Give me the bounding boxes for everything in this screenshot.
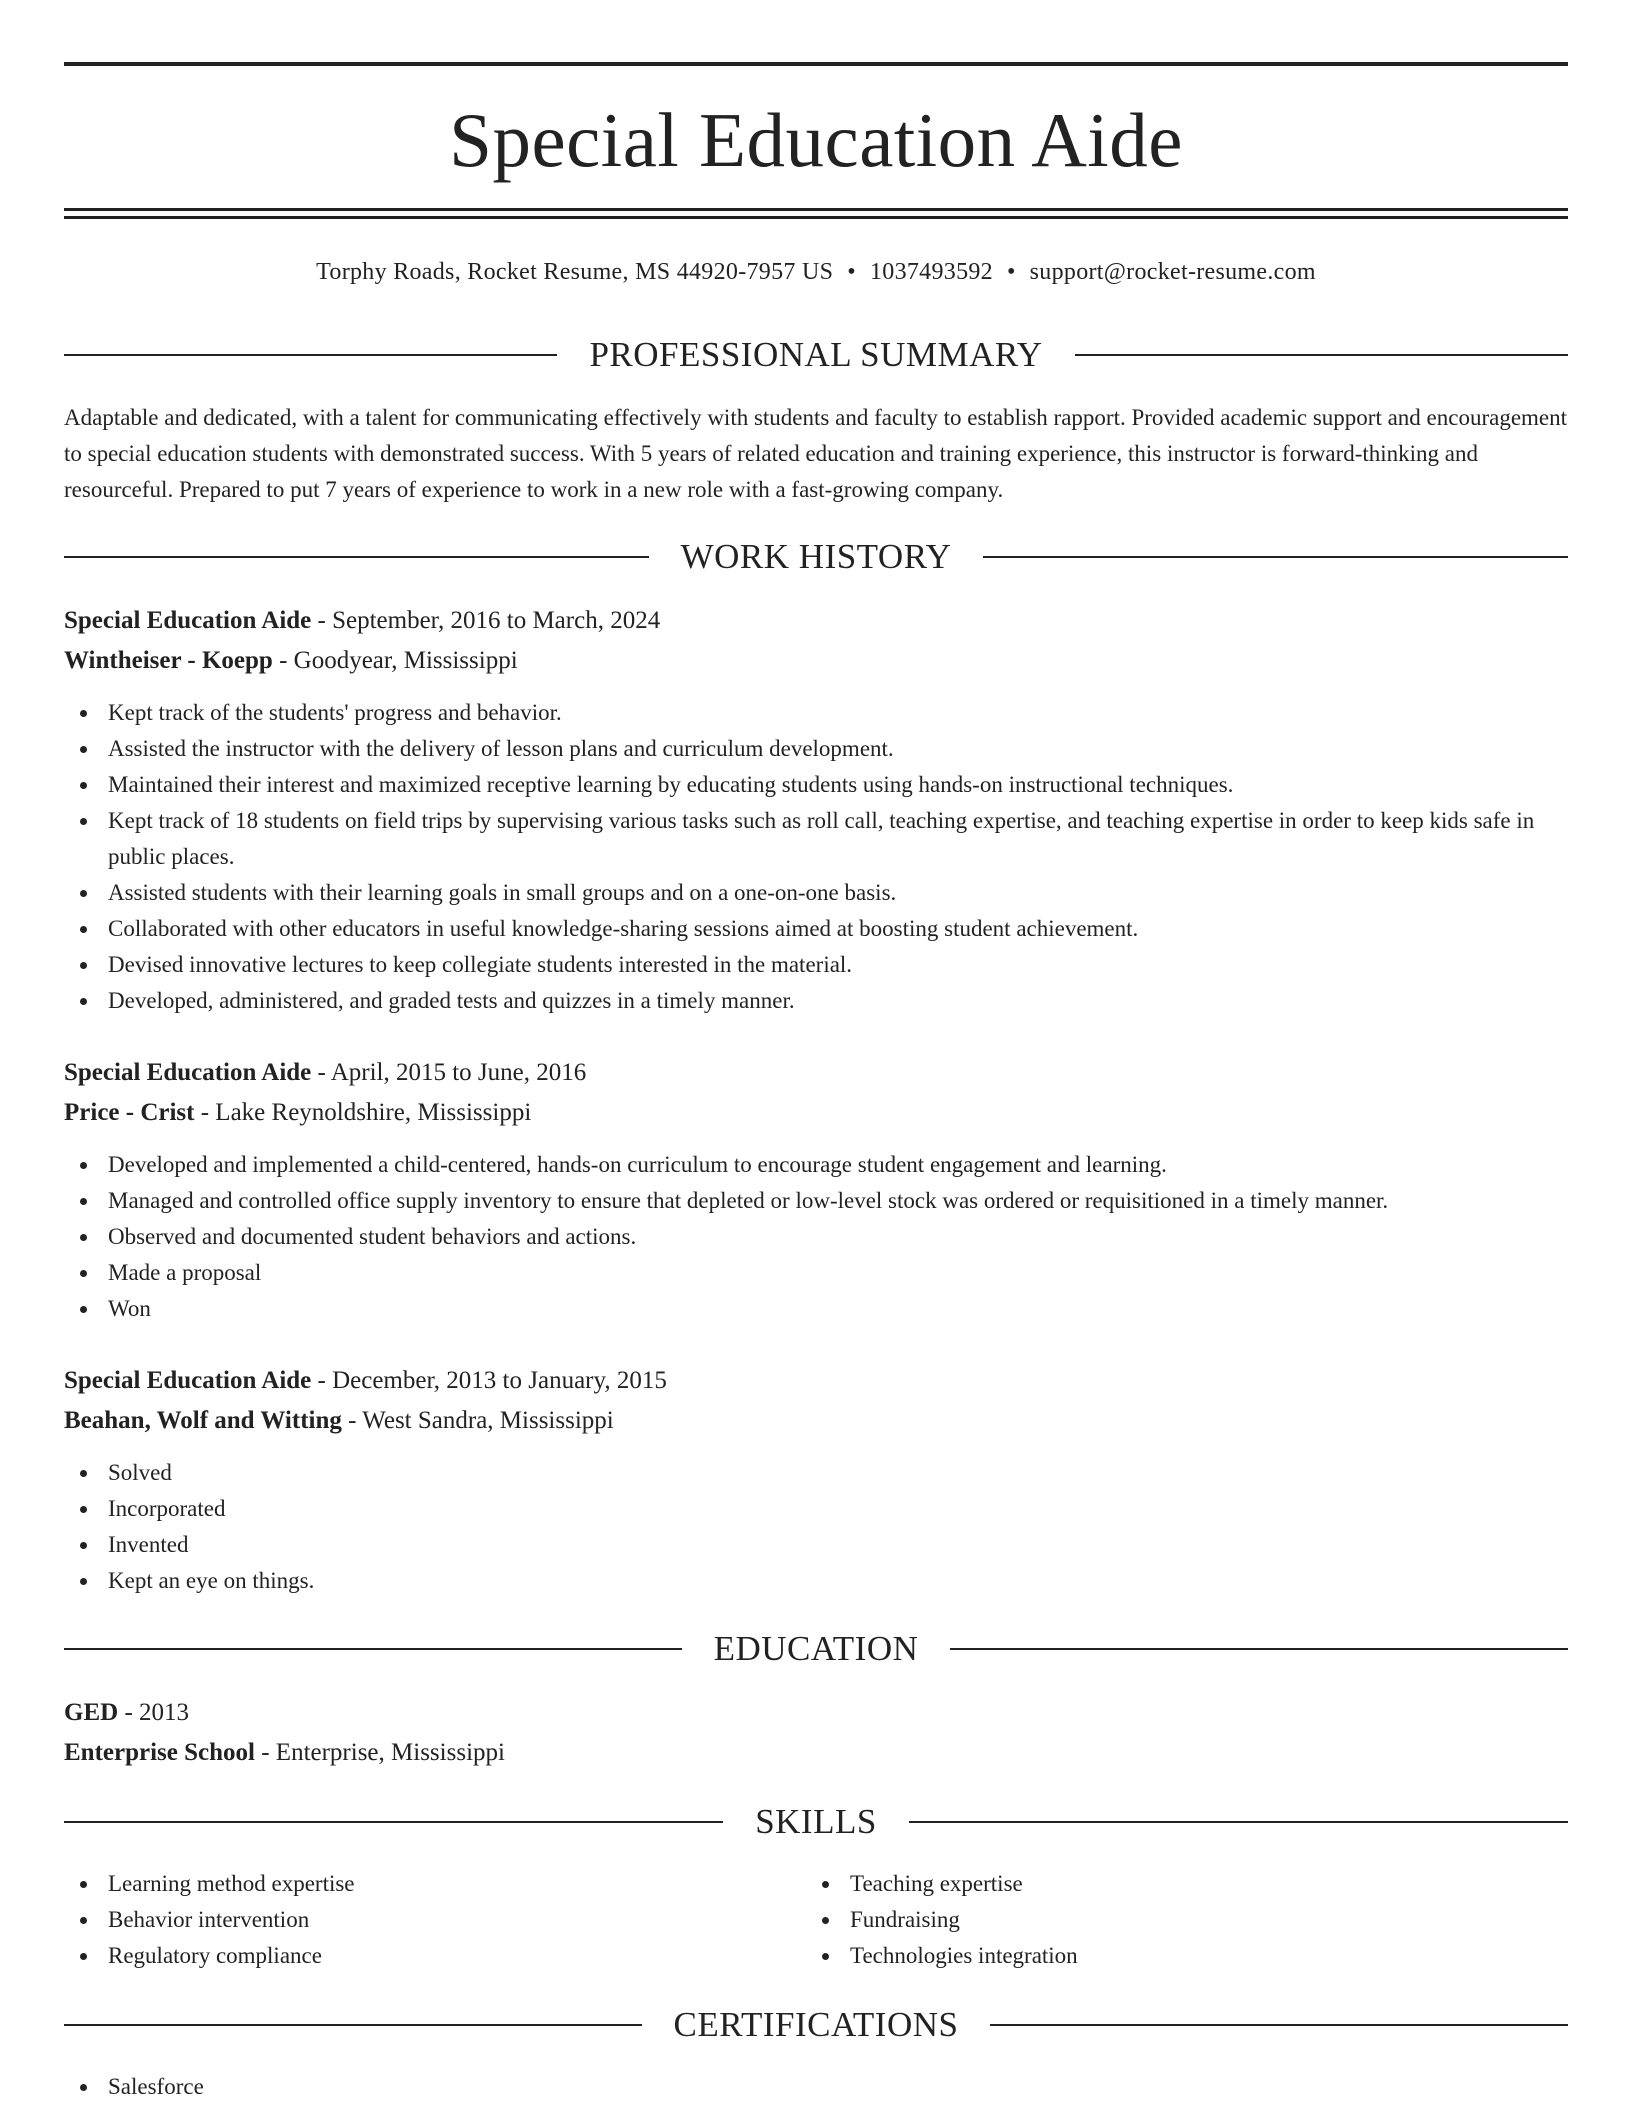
job-company-line — [64, 1401, 1568, 1441]
education-degree-line — [64, 1693, 1568, 1733]
resume-name: Special Education Aide — [449, 97, 1183, 183]
list-item: Developed, administered, and graded tests and quizzes in a timely manner. — [64, 983, 1568, 1019]
job-dates: - September, 2016 to March, 2024 — [311, 607, 661, 634]
skill-item: Learning method expertise — [64, 1866, 1568, 1902]
contact-separator: • — [1006, 259, 1016, 285]
skill-item: Regulatory compliance — [64, 1938, 1568, 1974]
skill-item: Fundraising — [806, 1902, 1632, 1938]
summary-title: PROFESSIONAL SUMMARY — [589, 335, 1043, 374]
heading-rule — [64, 354, 557, 356]
certifications-title: CERTIFICATIONS — [673, 2005, 959, 2044]
skills-list-right — [806, 1866, 1632, 1974]
job-title-line — [64, 1053, 1568, 1093]
heading-rule — [950, 1648, 1568, 1650]
job-company-line — [64, 1093, 1568, 1133]
heading-rule — [64, 2024, 642, 2026]
heading-rule — [64, 1648, 682, 1650]
education-title: EDUCATION — [713, 1629, 919, 1668]
heading-rule — [64, 556, 649, 558]
list-item: Made a proposal — [64, 1255, 1568, 1291]
contact-address: Torphy Roads, Rocket Resume, MS 44920-7957 US — [316, 259, 834, 285]
skill-item: Technologies integration — [806, 1938, 1632, 1974]
heading-rule — [1075, 354, 1568, 356]
header-double-rule-lower — [64, 216, 1568, 219]
header-double-rule-upper — [64, 208, 1568, 211]
certifications-heading — [64, 2003, 1568, 2047]
job-location: - West Sandra, Mississippi — [341, 1407, 614, 1434]
contact-phone: 1037493592 — [869, 259, 993, 285]
work-title: WORK HISTORY — [680, 537, 952, 576]
contact-email: support@rocket-resume.com — [1029, 259, 1316, 285]
work-heading — [64, 535, 1568, 579]
list-item: Managed and controlled office supply inventory to ensure that depleted or low-level stock was ordered or requisitioned in a timely manner. — [64, 1183, 1568, 1219]
list-item: Won — [64, 1291, 1568, 1327]
list-item: Kept an eye on things. — [64, 1563, 1568, 1599]
job-company: Beahan, Wolf and Witting — [64, 1407, 342, 1434]
job-dates: - December, 2013 to January, 2015 — [311, 1367, 667, 1394]
job-location: - Goodyear, Mississippi — [272, 647, 518, 674]
skills-title: SKILLS — [755, 1802, 877, 1841]
list-item: Invented — [64, 1527, 1568, 1563]
education-year: - 2013 — [118, 1699, 190, 1726]
education-location: - Enterprise, Mississippi — [254, 1739, 505, 1766]
job-title: Special Education Aide — [64, 1059, 312, 1086]
list-item: Incorporated — [64, 1491, 1568, 1527]
job-dates: - April, 2015 to June, 2016 — [311, 1059, 587, 1086]
list-item: Kept track of the students' progress and behavior. — [64, 695, 1568, 731]
skill-item: Teaching expertise — [806, 1866, 1632, 1902]
job-location: - Lake Reynoldshire, Mississippi — [194, 1099, 532, 1126]
heading-rule — [909, 1821, 1568, 1823]
contact-separator: • — [847, 259, 856, 285]
header-top-rule — [64, 62, 1568, 66]
list-item: Observed and documented student behaviors and actions. — [64, 1219, 1568, 1255]
job-company-line — [64, 641, 1568, 681]
job-company: Wintheiser - Koepp — [64, 647, 273, 674]
job-company: Price - Crist — [64, 1099, 195, 1126]
job-title-line — [64, 1361, 1568, 1401]
contact-line — [64, 254, 1568, 290]
job-title: Special Education Aide — [64, 607, 312, 634]
education-degree: GED — [64, 1699, 119, 1726]
list-item: Developed and implemented a child-centered, hands-on curriculum to encourage student engagement and learning. — [64, 1147, 1568, 1183]
job-bullets — [64, 1147, 1568, 1327]
list-item: Assisted the instructor with the delivery of lesson plans and curriculum development. — [64, 731, 1568, 767]
heading-rule — [64, 1821, 723, 1823]
certifications-list — [64, 2069, 1568, 2105]
certification-item: Salesforce — [64, 2069, 1568, 2105]
job-title: Special Education Aide — [64, 1367, 312, 1394]
list-item: Devised innovative lectures to keep collegiate students interested in the material. — [64, 947, 1568, 983]
skills-heading — [64, 1800, 1568, 1844]
job-bullets — [64, 695, 1568, 1019]
list-item: Maintained their interest and maximized receptive learning by educating students using hands-on instructional techniques. — [64, 767, 1568, 803]
list-item: Collaborated with other educators in useful knowledge-sharing sessions aimed at boosting student achievement. — [64, 911, 1568, 947]
job-bullets — [64, 1455, 1568, 1599]
education-school-line — [64, 1733, 1568, 1773]
list-item: Kept track of 18 students on field trips by supervising various tasks such as roll call, teaching expertise, and teaching expertise in order to keep kids safe in public places. — [64, 803, 1568, 875]
job-title-line — [64, 601, 1568, 641]
heading-rule — [983, 556, 1568, 558]
heading-rule — [990, 2024, 1568, 2026]
list-item: Solved — [64, 1455, 1568, 1491]
summary-heading — [64, 333, 1568, 377]
education-school: Enterprise School — [64, 1739, 255, 1766]
list-item: Assisted students with their learning goals in small groups and on a one-on-one basis. — [64, 875, 1568, 911]
education-heading — [64, 1627, 1568, 1671]
summary-text: Adaptable and dedicated, with a talent for communicating effectively with students and faculty to establish rapport. Provided academic support and encouragement to special education students with demonstrated success. With 5 years of related education and training experience, this instructor is forward-thinking and resourceful. Prepared to put 7 years of experience to work in a new role with a fast-growing company. — [64, 405, 1568, 502]
skill-item: Behavior intervention — [64, 1902, 1568, 1938]
